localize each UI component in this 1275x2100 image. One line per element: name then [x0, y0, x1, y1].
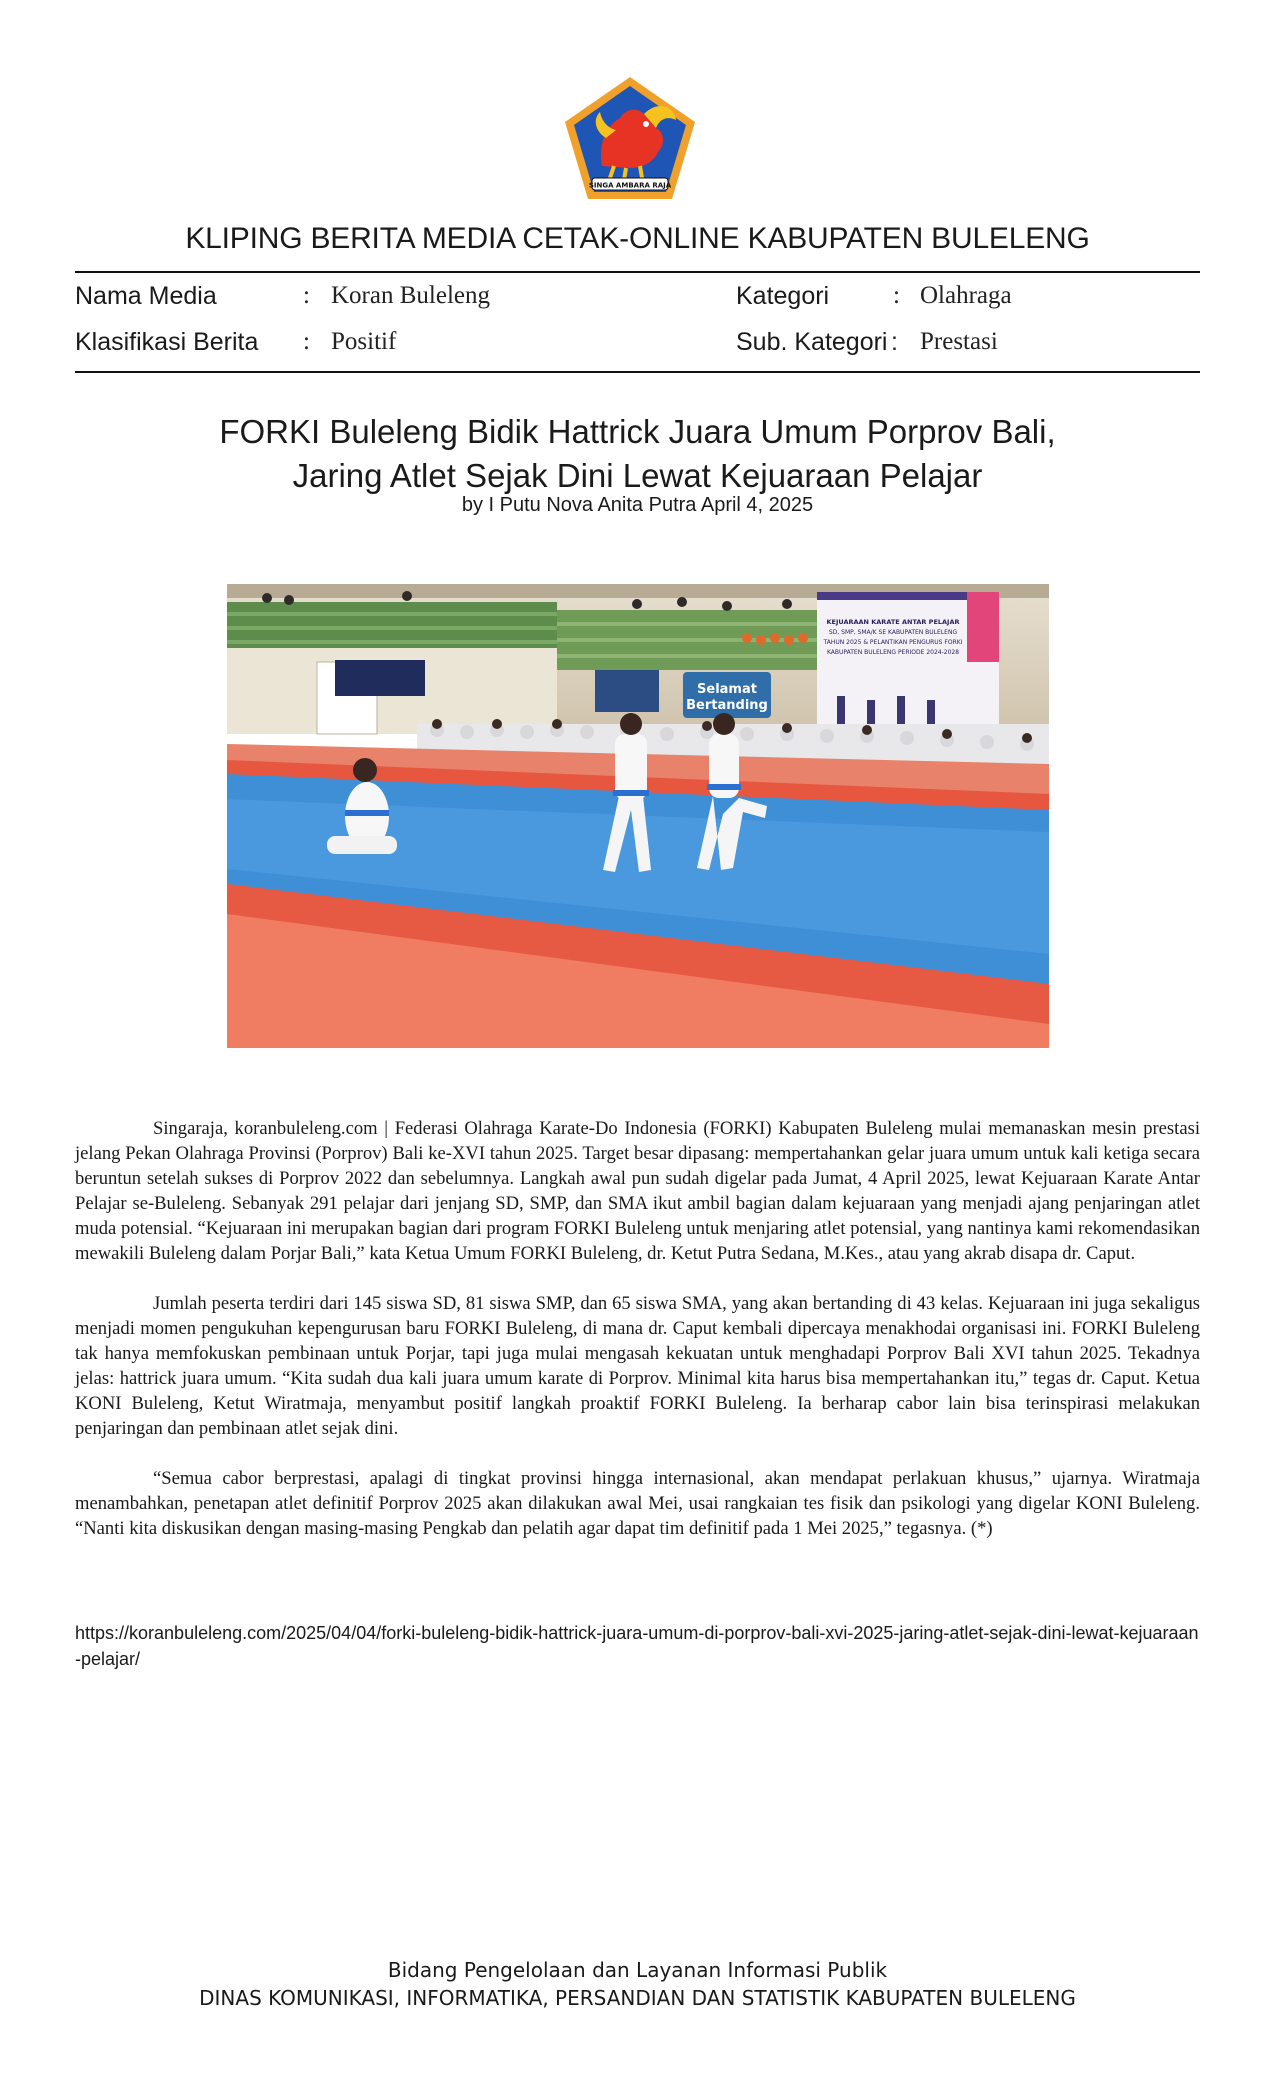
- kategori-label: Kategori: [736, 282, 830, 310]
- article-paragraph-3: “Semua cabor berprestasi, apalagi di tingkat provinsi hingga internasional, akan mendapat perlakuan khusus,” ujarnya. Wiratmaja menambahkan, penetapan atlet definitif Porprov 2025 akan dilakukan awal Mei, usai rangkaian tes fisik dan psikologi yang digelar KONI Buleleng. “Nanti kita diskusikan dengan masing-masing Pengkab dan pelatih agar dapat tim definitif pada 1 Mei 2025,” tegasnya. (*): [75, 1468, 1200, 1539]
- article-photo: [227, 584, 1049, 1048]
- article-title-line2: Jaring Atlet Sejak Dini Lewat Kejuaraan Pelajar: [292, 457, 983, 494]
- article-title-line1: FORKI Buleleng Bidik Hattrick Juara Umum Porprov Bali,: [219, 413, 1056, 450]
- footer-line1: Bidang Pengelolaan dan Layanan Informasi Publik: [387, 1958, 888, 1982]
- footer-line2: DINAS KOMUNIKASI, INFORMATIKA, PERSANDIAN DAN STATISTIK KABUPATEN BULELENG: [199, 1986, 1076, 2010]
- welcome-banner-line2: Bertanding: [686, 698, 768, 713]
- klasifikasi-label: Klasifikasi Berita: [75, 328, 259, 356]
- crest-motto: SINGA AMBARA RAJA: [588, 181, 672, 190]
- page-footer: [0, 1956, 1275, 2012]
- clipping-header-title: KLIPING BERITA MEDIA CETAK-ONLINE KABUPATEN BULELENG: [185, 222, 1090, 255]
- championship-banner-line3: TAHUN 2025 & PELANTIKAN PENGURUS FORKI: [823, 639, 963, 646]
- article-byline: by I Putu Nova Anita Putra April 4, 2025: [461, 494, 814, 516]
- championship-banner-line4: KABUPATEN BULELENG PERIODE 2024-2028: [826, 649, 960, 656]
- media-colon: :: [303, 282, 310, 309]
- media-value: Koran Buleleng: [331, 282, 490, 309]
- championship-banner-line1: KEJUARAAN KARATE ANTAR PELAJAR: [826, 618, 960, 626]
- sub-kategori-colon: :: [891, 328, 898, 356]
- championship-banner-line2: SD, SMP, SMA/K SE KABUPATEN BULELENG: [828, 629, 958, 636]
- header-divider-top: [75, 271, 1200, 273]
- klasifikasi-value: Positif: [331, 328, 397, 355]
- welcome-banner-line1: Selamat: [697, 682, 757, 697]
- article-title: [0, 410, 1275, 498]
- klasifikasi-colon: :: [303, 328, 310, 355]
- article-paragraph-2: Jumlah peserta terdiri dari 145 siswa SD, 81 siswa SMP, dan 65 siswa SMA, yang akan bertanding di 43 kelas. Kejuaraan ini juga sekaligus menjadi momen pengukuhan kepengurusan baru FORKI Buleleng, di mana dr. Caput kembali dipercaya menakhodai organisasi ini. FORKI Buleleng tak hanya memfokuskan pembinaan untuk Porjar, tapi juga mulai mengasah kekuatan untuk menghadapi Porprov Bali XVI tahun 2025. Tekadnya jelas: hattrick juara umum. “Kita sudah dua kali juara umum karate di Porprov. Minimal kita harus bisa mempertahankan itu,” tegas dr. Caput. Ketua KONI Buleleng, Ketut Wiratmaja, menyambut positif langkah proaktif FORKI Buleleng. Ia berharap cabor lain bisa terinspirasi melakukan penjaringan dan pembinaan atlet sejak dini.: [75, 1293, 1200, 1439]
- buleleng-crest-icon: [562, 74, 698, 202]
- meta-row-klasifikasi: [75, 324, 1200, 360]
- media-label: Nama Media: [75, 282, 217, 310]
- article-paragraph-1: Singaraja, koranbuleleng.com | Federasi Olahraga Karate-Do Indonesia (FORKI) Kabupaten Buleleng mulai memanaskan mesin prestasi jelang Pekan Olahraga Provinsi (Porprov) Bali ke-XVI tahun 2025. Target besar dipasang: mempertahankan gelar juara umum untuk kali ketiga secara beruntun setelah sukses di Porprov 2022 dan sebelumnya. Langkah awal pun sudah digelar pada Jumat, 4 April 2025, lewat Kejuaraan Karate Antar Pelajar se-Buleleng. Sebanyak 291 pelajar dari jenjang SD, SMP, dan SMA ikut ambil bagian dalam kejuaraan yang menjadi ajang penjaringan atlet muda potensial. “Kejuaraan ini merupakan bagian dari program FORKI Buleleng untuk menjaring atlet potensial, yang nantinya kami rekomendasikan mewakili Buleleng dalam Porjar Bali,” kata Ketua Umum FORKI Buleleng, dr. Ketut Putra Sedana, M.Kes., atau yang akrab disapa dr. Caput.: [75, 1118, 1200, 1264]
- source-url-link[interactable]: https://koranbuleleng.com/2025/04/04/forki-buleleng-bidik-hattrick-juara-umum-di-porprov-bali-xvi-2025-jaring-atlet-sejak-dini-lewat-kejuaraan-pelajar/: [75, 1623, 1199, 1669]
- kategori-value: Olahraga: [920, 282, 1012, 309]
- kategori-colon: :: [893, 282, 900, 309]
- sub-kategori-label: Sub. Kategori: [736, 328, 888, 356]
- article-body: [75, 1116, 1200, 1566]
- sub-kategori-value: Prestasi: [920, 328, 998, 355]
- meta-row-media: [75, 278, 1200, 314]
- header-divider-bottom: [75, 371, 1200, 373]
